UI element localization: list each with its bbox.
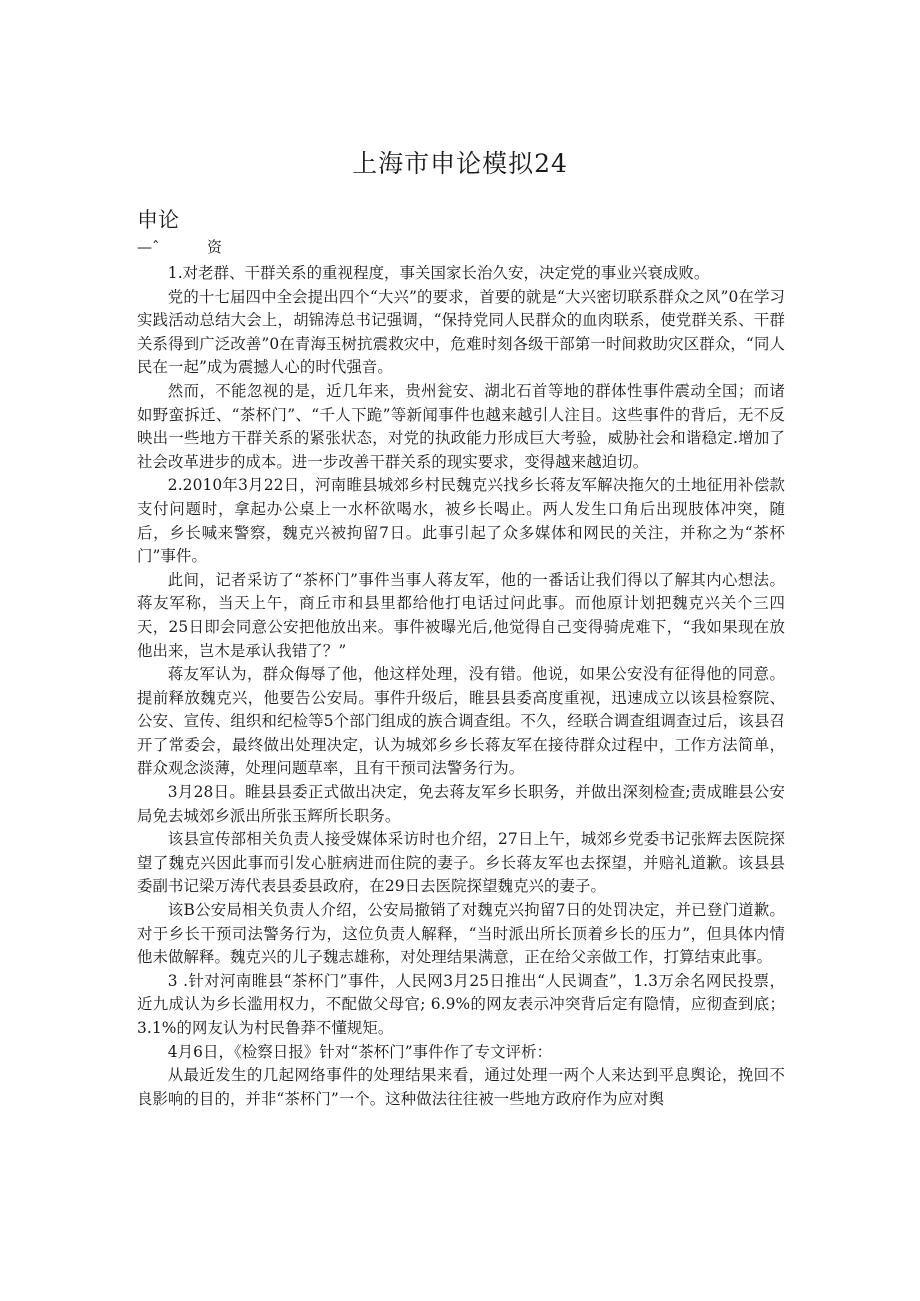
subheading-text: 资: [207, 238, 223, 256]
document-body: [137, 262, 785, 1111]
paragraph: 1.对老群、干群关系的重视程度，事关国家长治久安，决定党的事业兴衰成败。: [167, 264, 710, 282]
paragraph: 此间，记者采访了“茶杯门”事件当事人蒋友军，他的一番话让我们得以了解其内心想法。蒋友军称，当天上午，商丘市和县里都给他打电话过问此事。而他原计划把魏克兴关个三四天，25日即会同意公安把他放出来。事件被曝光后,他觉得自己变得骑虎难下，“我如果现在放他出来，岂木是承认我错了？”: [137, 570, 785, 660]
paragraph: 从最近发生的几起网络事件的处理结果来看，通过处理一两个人来达到平息舆论，挽回不良影响的目的，并非“茶杯门”一个。这种做法往往被一些地方政府作为应对舆: [137, 1066, 785, 1108]
document-title: 上海市申论模拟24: [352, 149, 568, 178]
paragraph: 然而，不能忽视的是，近几年来，贵州瓮安、湖北石首等地的群体性事件震动全国；而诸如野蛮拆迁、“茶杯门”、“千人下跪”等新闻事件也越来越引人注目。这些事件的背后，无不反映出一些地方干群关系的紧张状态，对党的执政能力形成巨大考验，威胁社会和谐稳定.增加了社会改革进步的成本。进一步改善干群关系的现实要求，变得越来越迫切。: [137, 381, 785, 471]
paragraph: 3 .针对河南睢县“茶杯门”事件，人民网3月25日推出“人民调查”，1.3万余名网民投票，近九成认为乡长滥用权力，不配做父母官; 6.9%的网友表示冲突背后定有隐情，应彻查到底；3.1%的网友认为村民鲁莽不懂规矩。: [137, 971, 785, 1037]
paragraph: 3月28日。睢县县委正式做出决定，免去蒋友军乡长职务，并做出深刻检查;责成睢县公安局免去城郊乡派出所张玉辉所长职务。: [137, 783, 785, 825]
material-subheading: [137, 236, 222, 257]
paragraph: 4月6日，《检察日报》针对“茶杯门”事件作了专文评析：: [167, 1042, 553, 1061]
paragraph: 党的十七届四中全会提出四个“大兴”的要求，首要的就是“大兴密切联系群众之风”0在学习实践活动总结大会上，胡锦涛总书记强调，“保持党同人民群众的血肉联系，使党群关系、干群关系得到广泛改善”0在青海玉树抗震救灾中，危难时刻各级干部第一时间救助灾区群众，“同人民在一起”成为震撼人心的时代强音。: [137, 287, 785, 377]
paragraph: 2.2010年3月22日，河南睢县城郊乡村民魏克兴找乡长蒋友军解决拖欠的土地征用补偿款支付问题时，拿起办公桌上一水杯欲喝水，被乡长喝止。两人发生口角后出现肢体冲突，随后，乡长喊来警察，魏克兴被拘留7日。此事引起了众多媒体和网民的关注，并称之为“茶杯门”事件。: [137, 476, 785, 566]
paragraph: 该B公安局相关负责人介绍，公安局撤销了对魏克兴拘留7日的处罚决定，并已登门道歉。对于乡长干预司法警务行为，这位负责人解释，“当时派出所长顶着乡长的压力”，但具体内情他未做解释。魏克兴的儿子魏志雄称，对处理结果满意，正在给父亲做工作，打算结束此事。: [137, 901, 785, 967]
paragraph: 蒋友军认为，群众侮辱了他，他这样处理，没有错。他说，如果公安没有征得他的同意。提前释放魏克兴，他要告公安局。事件升级后，睢县县委高度重视，迅速成立以该县检察院、公安、宣传、组织和纪检等5个部门组成的族合调查组。不久，经联合调查组调查过后，该县召开了常委会，最终做出处理决定，认为城郊乡乡长蒋友军在接待群众过程中，工作方法简单，群众观念淡薄，处理问题草率，且有干预司法警务行为。: [137, 665, 785, 778]
subheading-mark: —ˆ: [137, 238, 160, 256]
section-heading: 申论: [137, 208, 179, 232]
paragraph: 该县宣传部相关负责人接受媒体采访时也介绍，27日上午，城郊乡党委书记张辉去医院探望了魏克兴因此事而引发心脏病进而住院的妻子。乡长蒋友军也去探望，并赔礼道歉。该县县委副书记梁万涛代表县委县政府，在29日去医院探望魏克兴的妻子。: [137, 830, 785, 896]
